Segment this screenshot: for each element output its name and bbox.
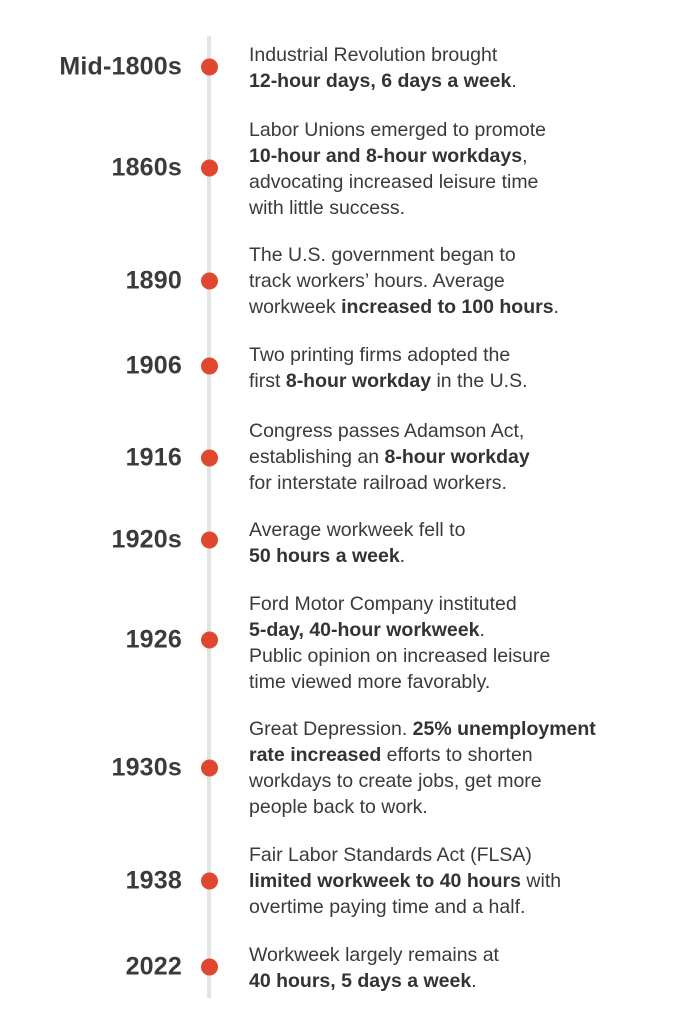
body-text: Fair Labor Standards Act (FLSA) [249,844,532,866]
timeline-year: 2022 [125,952,182,981]
description-line [249,543,679,569]
timeline-dot [201,959,218,976]
emphasis-text: 50 hours a week [249,545,400,567]
timeline-dot [201,59,218,76]
body-text: efforts to shorten [381,744,533,766]
emphasis-text: 12-hour days, 6 days a week [249,70,512,92]
emphasis-text: 8-hour workday [384,446,530,468]
body-text: track workers’ hours. Average [249,270,505,292]
body-text: . [471,970,477,992]
body-text: The U.S. government began to [249,244,516,266]
body-text: with little success. [249,197,406,219]
timeline-description [249,716,679,820]
description-line [249,669,679,695]
description-line [249,42,679,68]
description-line [249,742,679,768]
body-text: Ford Motor Company instituted [249,593,517,615]
timeline-dot [201,160,218,177]
description-line [249,242,679,268]
description-line [249,794,679,820]
description-line [249,617,679,643]
body-text: time viewed more favorably. [249,671,491,693]
timeline-year: Mid-1800s [59,52,182,81]
timeline-axis-line [207,36,211,998]
timeline-description [249,42,679,94]
body-text: workweek [249,296,342,318]
timeline-description [249,418,679,496]
description-line [249,894,679,920]
timeline-description [249,942,679,994]
body-text: Workweek largely remains at [249,944,499,966]
body-text: first [249,370,286,392]
body-text: workdays to create jobs, get more [249,770,542,792]
body-text: with [521,870,562,892]
body-text: Two printing firms adopted the [249,344,511,366]
description-line [249,268,679,294]
description-line [249,868,679,894]
timeline-description [249,517,679,569]
timeline-dot [201,532,218,549]
emphasis-text: increased to 100 hours [341,296,554,318]
description-line [249,968,679,994]
timeline-year: 1938 [125,866,182,895]
timeline-description [249,591,679,695]
description-line [249,342,679,368]
timeline-dot [201,760,218,777]
description-line [249,169,679,195]
body-text: in the U.S. [431,370,528,392]
body-text: Great Depression. [249,718,413,740]
description-line [249,643,679,669]
timeline-year: 1916 [125,443,182,472]
description-line [249,368,679,394]
timeline-dot [201,632,218,649]
body-text: Congress passes Adamson Act, [249,420,525,442]
body-text: Average workweek fell to [249,519,466,541]
description-line [249,195,679,221]
timeline-year: 1906 [125,351,182,380]
description-line [249,842,679,868]
timeline-year: 1890 [125,266,182,295]
emphasis-text: rate increased [249,744,382,766]
body-text: . [479,619,485,641]
timeline-description [249,242,679,320]
emphasis-text: 25% unemployment [412,718,596,740]
timeline-dot [201,358,218,375]
description-line [249,768,679,794]
timeline-dot [201,450,218,467]
description-line [249,716,679,742]
description-line [249,444,679,470]
description-line [249,117,679,143]
timeline-year: 1926 [125,625,182,654]
description-line [249,517,679,543]
description-line [249,418,679,444]
emphasis-text: limited workweek to 40 hours [249,870,521,892]
timeline-description [249,342,679,394]
description-line [249,294,679,320]
timeline-year: 1920s [111,525,182,554]
timeline-year: 1930s [111,753,182,782]
body-text: . [399,545,406,567]
body-text: Labor Unions emerged to promote [249,119,547,141]
body-text: Public opinion on increased leisure [249,645,551,667]
timeline-description [249,117,679,221]
emphasis-text: 5-day, 40-hour workweek [249,619,480,641]
body-text: for interstate railroad workers. [249,472,507,494]
body-text: overtime paying time and a half. [249,896,526,918]
description-line [249,591,679,617]
timeline-dot [201,273,218,290]
body-text: . [511,70,517,92]
emphasis-text: 8-hour workday [285,370,432,392]
emphasis-text: 10-hour and 8-hour workdays [249,145,523,167]
timeline-dot [201,873,218,890]
emphasis-text: 40 hours, 5 days a week [249,970,472,992]
body-text: establishing an [249,446,385,468]
body-text: , [522,145,528,167]
body-text: . [553,296,559,318]
body-text: people back to work. [249,796,428,818]
description-line [249,942,679,968]
description-line [249,143,679,169]
timeline-description [249,842,679,920]
description-line [249,68,679,94]
description-line [249,470,679,496]
body-text: Industrial Revolution brought [249,44,498,66]
body-text: advocating increased leisure time [249,171,539,193]
timeline-year: 1860s [111,153,182,182]
